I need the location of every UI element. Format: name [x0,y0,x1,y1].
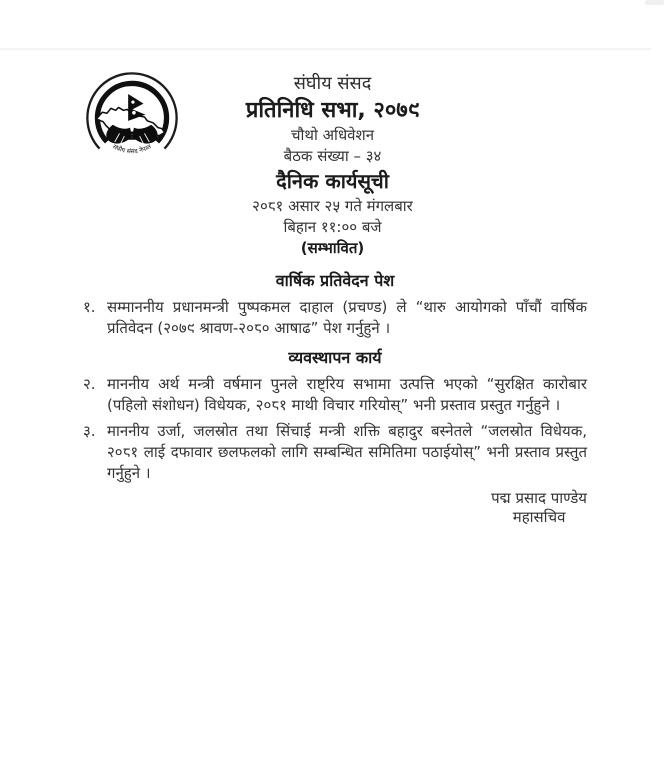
agenda-item-number: ३. [83,422,96,440]
agenda-item-text: सम्माननीय प्रधानमन्त्री पुष्पकमल दाहाल (प्रचण्ड) ले “थारु आयोगको पाँचौं वार्षिक प्रतिवेदन (२०७९ श्रावण-२०८० आषाढ” पेश गर्नुहुने । [107,298,587,337]
federal-parliament-emblem-icon [84,70,180,166]
section-heading-legislative-business: व्यवस्थापन कार्य [288,348,382,367]
agenda-item-number: १. [83,298,96,316]
page-top-divider [0,48,651,50]
section-heading-annual-report: वार्षिक प्रतिवेदन पेश [275,271,395,290]
date-line: २०८१ असार २५ गते मंगलबार [252,197,413,215]
signature-inner [491,489,587,527]
tentative-note: (सम्भावित) [300,239,365,257]
organization-name: संघीय संसद [293,73,372,94]
time-line: बिहान ११:०० बजे [283,218,382,236]
emblem-arc-text: संघीय संसद नेपाल [111,143,153,156]
signature-block [0,489,587,527]
agenda-content [83,270,587,484]
session-line: चौथो अधिवेशन [290,126,375,144]
meeting-number-line: बैठक संख्या – ३४ [283,147,382,165]
viewer-corner-chip [645,0,664,5]
document-title: दैनिक कार्यसूची [276,169,389,193]
agenda-item [83,374,587,416]
agenda-item-text: माननीय अर्थ मन्त्री वर्षमान पुनले राष्ट्रिय सभामा उत्पत्ति भएको “सुरक्षित कारोबार (पहिलो संशोधन) विधेयक, २०८१ माथी विचार गरियोस्” भनी प्रस्ताव प्रस्तुत गर्नुहुने । [107,375,587,414]
agenda-item [83,421,587,484]
agenda-item-number: २. [83,375,96,393]
signatory-title: महासचिव [512,508,566,526]
agenda-item [83,297,587,339]
agenda-item-text: माननीय उर्जा, जलस्रोत तथा सिंचाई मन्त्री शक्ति बहादुर बस्नेतले “जलस्रोत विधेयक, २०८१ लाई दफावार छलफलको लागि सम्बन्धित समितिमा पठाईयोस्” भनी प्रस्ताव प्रस्तुत गर्नुहुने । [107,422,587,482]
signatory-name: पद्म प्रसाद पाण्डेय [491,489,587,507]
assembly-title: प्रतिनिधि सभा, २०७९ [245,98,420,123]
